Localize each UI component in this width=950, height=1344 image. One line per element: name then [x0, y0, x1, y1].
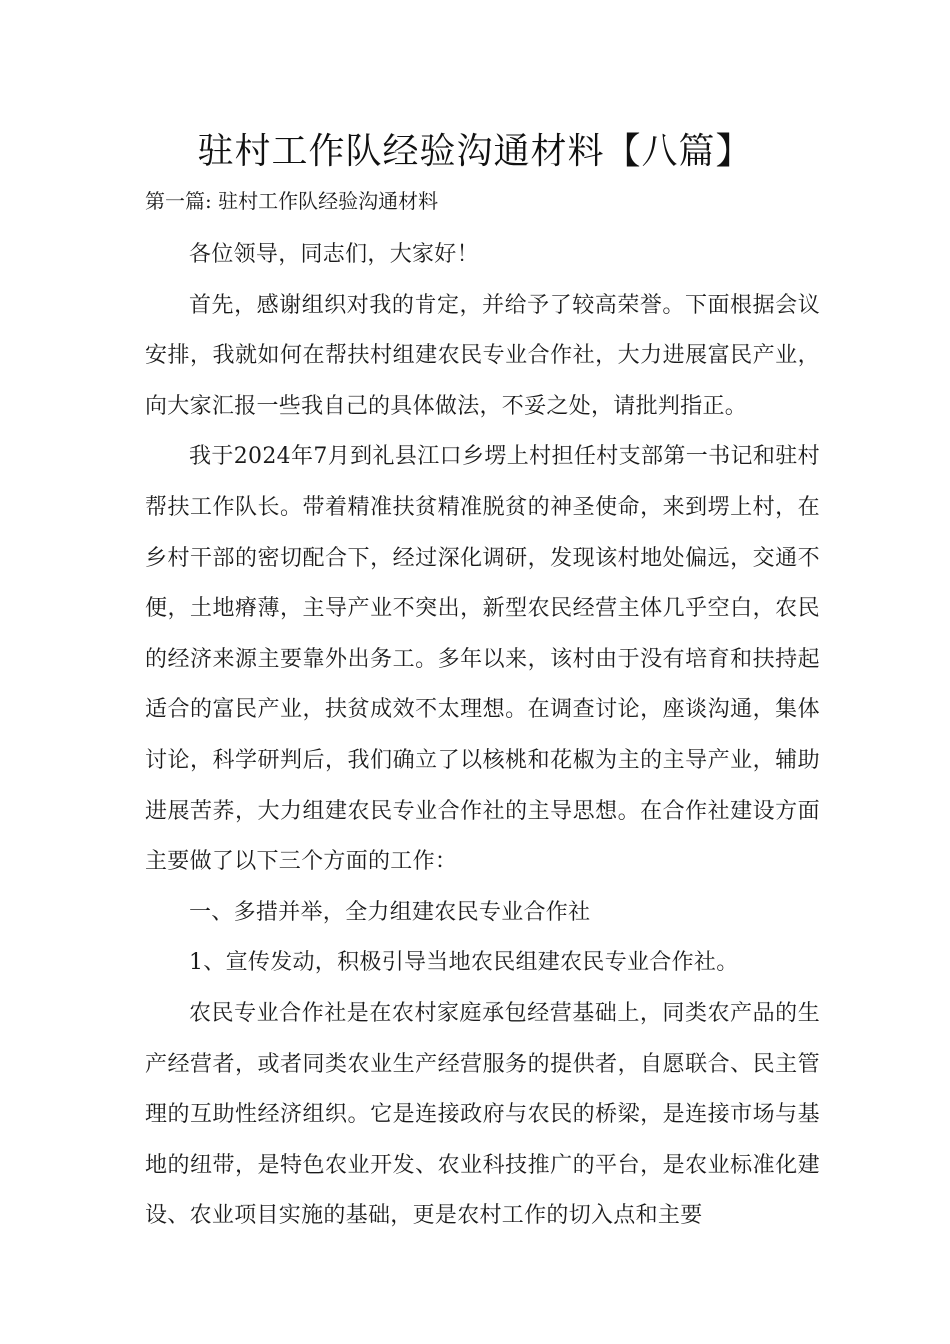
- document-title: 驻村工作队经验沟通材料【八篇】: [197, 131, 753, 172]
- paragraph-background: 我于2024年7月到礼县江口乡塄上村担任村支部第一书记和驻村帮扶工作队长。带着精准扶贫精准脱贫的神圣使命，来到塄上村，在乡村干部的密切配合下，经过深化调研，发现该村地处偏远，交通不便，土地瘠薄，主导产业不突出，新型农民经营主体几乎空白，农民的经济来源主要靠外出务工。多年以来，该村由于没有培育和扶持起适合的富民产业，扶贫成效不太理想。在调查讨论，座谈沟通，集体讨论，科学研判后，我们确立了以核桃和花椒为主的主导产业，辅助进展苦荞，大力组建农民专业合作社的主导思想。在合作社建设方面主要做了以下三个方面的工作：: [145, 444, 820, 875]
- document-body: [145, 230, 820, 1242]
- paragraph-section-one-heading: 一、多措并举，全力组建农民专业合作社: [189, 899, 591, 925]
- paragraph-cooperative-definition: 农民专业合作社是在农村家庭承包经营基础上，同类农产品的生产经营者，或者同类农业生产经营服务的提供者，自愿联合、民主管理的互助性经济组织。它是连接政府与农民的桥梁，是连接市场与基地的纽带，是特色农业开发、农业科技推广的平台，是农业标准化建设、农业项目实施的基础，更是农村工作的切入点和主要: [145, 1000, 820, 1229]
- paragraph-item-one: 1、宣传发动，积极引导当地农民组建农民专业合作社。: [189, 950, 739, 976]
- paragraph-intro: 首先，感谢组织对我的肯定，并给予了较高荣誉。下面根据会议安排，我就如何在帮扶村组建农民专业合作社，大力进展富民产业，向大家汇报一些我自己的具体做法，不妥之处，请批判指正。: [145, 292, 820, 419]
- paragraph-greeting: 各位领导，同志们，大家好！: [189, 242, 479, 267]
- section-heading: 第一篇: 驻村工作队经验沟通材料: [145, 189, 439, 213]
